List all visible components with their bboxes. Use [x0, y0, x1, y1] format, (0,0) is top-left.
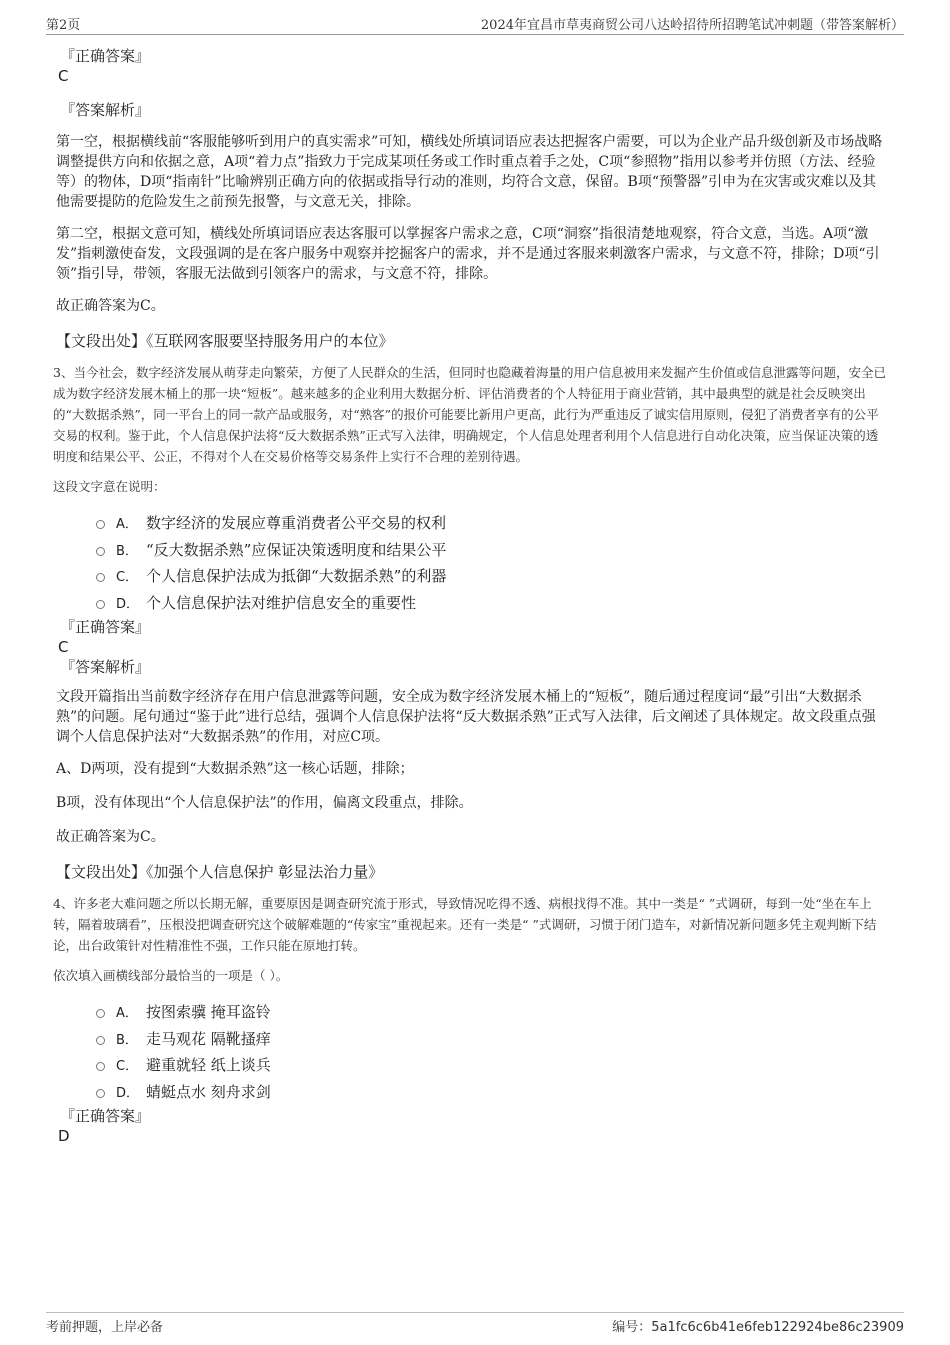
correct-answer: C	[58, 67, 69, 85]
question-text: 4、许多老大难问题之所以长期无解，重要原因是调查研究流于形式，导致情况吃得不透、病根找得不准。其中一类是“ ”式调研，每到一处“坐在车上转，隔着玻璃看”，压根没把调查研究这个破解难题的“传家宝”重视起来。还有一类是“ ”式调研，习惯于闭门造车，对新情况新问题多凭主观判断下结论，出台政策针对性精准性不强，工作只能在原地打转。	[53, 896, 877, 953]
analysis-paragraph: A、D两项，没有提到“大数据杀熟”这一核心话题，排除；	[56, 761, 414, 777]
document-title: 2024年宜昌市草夷商贸公司八达岭招待所招聘笔试冲刺题（带答案解析）	[480, 18, 904, 33]
option-letter: A．	[116, 517, 138, 532]
analysis-paragraph: 第二空，根据文意可知，横线处所填词语应表达客服可以掌握客户需求之意，C项“洞察”指很清楚地观察，符合文意，当选。A项“激发”指刺激使奋发，文段强调的是在客户服务中观察并挖掘客户的需求，并不是通过客服来刺激客户需求，与文意不符，排除；D项“引领”指引导，带领，客服无法做到引领客户的需求，与文意不符，排除。	[56, 226, 880, 282]
option-letter: D．	[116, 1085, 140, 1101]
answer-tag: 『正确答案』	[60, 1107, 151, 1125]
radio-icon[interactable]	[96, 1009, 105, 1018]
radio-icon[interactable]	[96, 573, 105, 582]
option-letter: D．	[116, 596, 140, 612]
option-letter: B．	[116, 543, 138, 559]
page-header	[46, 12, 904, 35]
question-text: 3、当今社会，数字经济发展从萌芽走向繁荣，方便了人民群众的生活，但同时也隐藏着海量的用户信息被用来发掘产生价值或信息泄露等问题，安全已成为数字经济发展木桶上的那一块“短板”。越来越多的企业利用大数据分析、评估消费者的个人特征用于商业营销，其中最典型的就是社会反映突出的“大数据杀熟”，同一平台上的同一款产品或服务，对“熟客”的报价可能要比新用户更高，此行为严重违反了诚实信用原则，侵犯了消费者享有的公平交易的权利。鉴于此，个人信息保护法将“反大数据杀熟”正式写入法律，明确规定，个人信息处理者利用个人信息进行自动化决策，应当保证决策的透明度和结果公平、公正，不得对个人在交易价格等交易条件上实行不合理的差别待遇。	[53, 365, 886, 464]
page-footer	[46, 1312, 904, 1335]
options-list	[96, 511, 886, 617]
option-d[interactable]	[96, 1080, 886, 1107]
source-citation: 【文段出处】《互联网客服要坚持服务用户的本位》	[56, 332, 394, 350]
analysis-conclusion: 故正确答案为C。	[56, 298, 165, 314]
option-text: 按图索骥 掩耳盗铃	[146, 1003, 271, 1021]
radio-icon[interactable]	[96, 1062, 105, 1071]
option-letter: C．	[116, 570, 139, 585]
analysis-paragraph: 第一空，根据横线前“客服能够听到用户的真实需求”可知，横线处所填词语应表达把握客户需要，可以为企业产品升级创新及市场战略调整提供方向和依据之意，A项“着力点”指致力于完成某项任务或工作时重点着手之处，C项“参照物”指用以参考并仿照（方法、经验等）的物体，D项“指南针”比喻辨别正确方向的依据或指导行动的准则，均符合文意，保留。B项“预警器”引申为在灾害或灾难以及其他需要提防的危险发生之前预先报警，与文意无关，排除。	[56, 134, 883, 210]
code-label: 编号：	[612, 1320, 652, 1335]
radio-icon[interactable]	[96, 1036, 105, 1045]
option-letter: A．	[116, 1006, 138, 1021]
radio-icon[interactable]	[96, 1089, 105, 1098]
option-letter: C．	[116, 1059, 139, 1074]
analysis-conclusion: 故正确答案为C。	[56, 829, 165, 845]
option-text: 蜻蜓点水 刻舟求剑	[146, 1082, 271, 1101]
option-text: 走马观花 隔靴搔痒	[146, 1029, 271, 1048]
option-b[interactable]	[96, 1027, 886, 1054]
option-a[interactable]	[96, 1000, 886, 1027]
option-d[interactable]	[96, 591, 886, 618]
answer-tag: 『正确答案』	[60, 618, 151, 636]
analysis-paragraph: 文段开篇指出当前数字经济存在用户信息泄露等问题，安全成为数字经济发展木桶上的“短板”，随后通过程度词“最”引出“大数据杀熟”的问题。尾句通过“鉴于此”进行总结，强调个人信息保护法将“反大数据杀熟”正式写入法律，后文阐述了具体规定。故文段重点强调个人信息保护法对“大数据杀熟”的作用，对应C项。	[56, 689, 876, 745]
correct-answer: D	[58, 1127, 70, 1145]
analysis-tag: 『答案解析』	[60, 658, 151, 676]
radio-icon[interactable]	[96, 600, 105, 609]
radio-icon[interactable]	[96, 547, 105, 556]
code-value: 5a1fc6c6b41e6feb122924be86c23909	[651, 1320, 904, 1335]
option-b[interactable]	[96, 538, 886, 565]
answer-tag: 『正确答案』	[60, 47, 151, 65]
page-number: 第2页	[46, 18, 81, 33]
analysis-paragraph: B项，没有体现出“个人信息保护法”的作用，偏离文段重点，排除。	[56, 795, 473, 811]
document-body	[53, 46, 886, 1146]
correct-answer: C	[58, 638, 69, 656]
option-text: “反大数据杀熟”应保证决策透明度和结果公平	[146, 540, 447, 559]
option-text: 数字经济的发展应尊重消费者公平交易的权利	[146, 514, 447, 532]
analysis-tag: 『答案解析』	[60, 101, 151, 119]
option-text: 个人信息保护法对维护信息安全的重要性	[146, 593, 417, 612]
document-code	[612, 1316, 904, 1335]
option-text: 个人信息保护法成为抵御“大数据杀熟”的利器	[146, 567, 447, 585]
option-c[interactable]	[96, 1053, 886, 1080]
option-letter: B．	[116, 1032, 138, 1048]
option-c[interactable]	[96, 564, 886, 591]
footer-slogan: 考前押题，上岸必备	[46, 1320, 164, 1335]
radio-icon[interactable]	[96, 520, 105, 529]
source-citation: 【文段出处】《加强个人信息保护 彰显法治力量》	[56, 863, 384, 881]
question-prompt: 这段文字意在说明：	[53, 479, 166, 494]
question-prompt: 依次填入画横线部分最恰当的一项是（ ）。	[53, 968, 289, 983]
option-text: 避重就轻 纸上谈兵	[146, 1056, 271, 1074]
option-a[interactable]	[96, 511, 886, 538]
options-list	[96, 1000, 886, 1106]
